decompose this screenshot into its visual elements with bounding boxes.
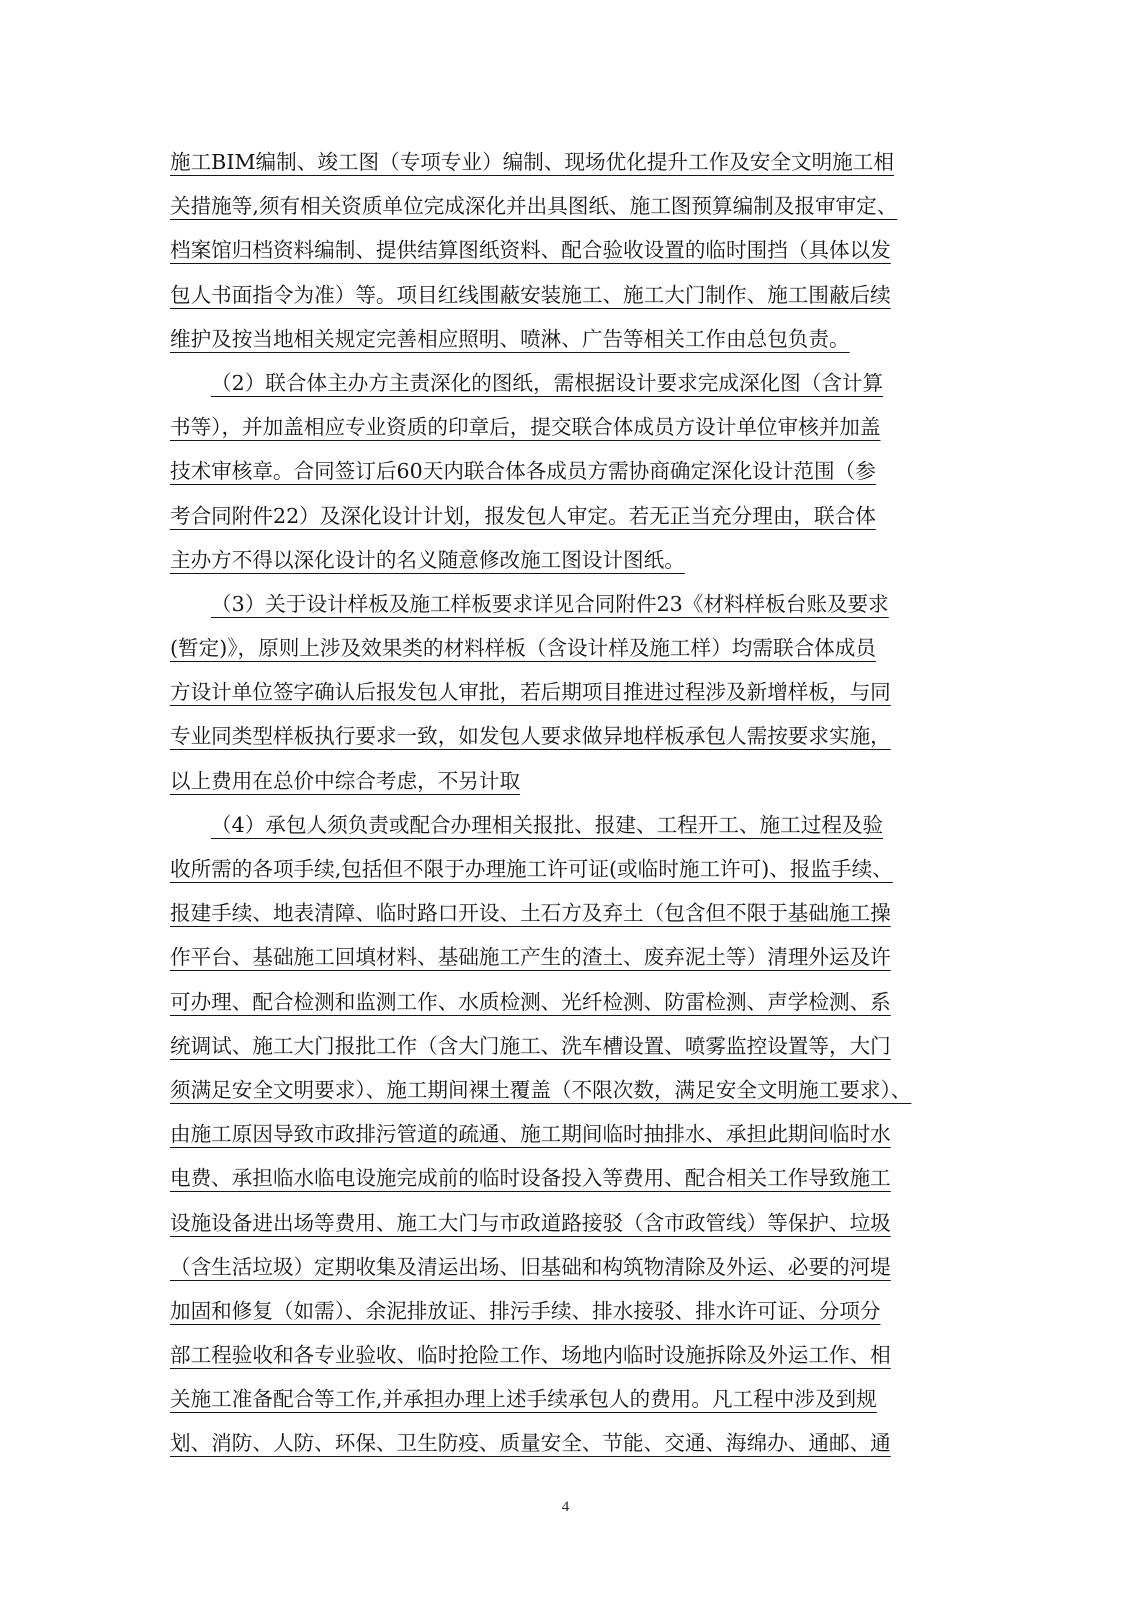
text-line-12: (暂定)》，原则上涉及效果类的材料样板（含设计样及施工样）均需联合体成员	[170, 636, 876, 661]
text-line-14: 专业同类型样板执行要求一致，如发包人要求做异地样板承包人需按要求实施，	[170, 724, 891, 749]
paragraph-3-line-1: （3）关于设计样板及施工样板要求详见合同附件23《材料样板台账及要求	[211, 591, 889, 616]
text-line-24: 电费、承担临水临电设施完成前的临时设备投入等费用、配合相关工作导致施工	[170, 1166, 891, 1191]
text-line-8: 技术审核章。合同签订后60天内联合体各成员方需协商确定深化设计范围（参	[170, 459, 876, 484]
paragraph-4-line-1: （4）承包人须负责或配合办理相关报批、报建、工程开工、施工过程及验	[211, 812, 884, 837]
text-line-30: 划、消防、人防、环保、卫生防疫、质量安全、节能、交通、海绵办、通邮、通	[170, 1431, 891, 1456]
page-number: 4	[561, 1499, 570, 1515]
text-line-17: 收所需的各项手续,包括但不限于办理施工许可证(或临时施工许可)、报监手续、	[170, 857, 893, 881]
text-line-15: 以上费用在总价中综合考虑，不另计取	[170, 768, 521, 793]
text-line-7: 书等），并加盖相应专业资质的印章后，提交联合体成员方设计单位审核并加盖	[170, 415, 881, 440]
text-line-19: 作平台、基础施工回填材料、基础施工产生的渣土、废弃泥土等）清理外运及许	[170, 945, 891, 970]
text-line-9: 考合同附件22）及深化设计计划，报发包人审定。若无正当充分理由，联合体	[170, 503, 876, 528]
text-line-18: 报建手续、地表清障、临时路口开设、土石方及弃土（包含但不限于基础施工操	[170, 901, 891, 926]
text-line-26: （含生活垃圾）定期收集及清运出场、旧基础和构筑物清除及外运、必要的河堤	[170, 1254, 891, 1279]
text-line-27: 加固和修复（如需）、余泥排放证、排污手续、排水接驳、排水许可证、分项分	[170, 1298, 881, 1323]
text-line-23: 由施工原因导致市政排污管道的疏通、施工期间临时抽排水、承担此期间临时水	[170, 1122, 891, 1147]
text-line-20: 可办理、配合检测和监测工作、水质检测、光纤检测、防雷检测、声学检测、系	[170, 989, 891, 1014]
text-line-2: 关措施等,须有相关资质单位完成深化并出具图纸、施工图预算编制及报审审定、	[170, 194, 898, 219]
text-line-3: 档案馆归档资料编制、提供结算图纸资料、配合验收设置的临时围挡（具体以发	[170, 238, 891, 263]
text-line-25: 设施设备进出场等费用、施工大门与市政道路接驳（含市政管线）等保护、垃圾	[170, 1210, 891, 1235]
text-line-21: 统调试、施工大门报批工作（含大门施工、洗车槽设置、喷雾监控设置等，大门	[170, 1033, 891, 1058]
text-line-10: 主办方不得以深化设计的名义随意修改施工图设计图纸。	[170, 547, 685, 572]
text-line-28: 部工程验收和各专业验收、临时抢险工作、场地内临时设施拆除及外运工作、相	[170, 1343, 891, 1368]
text-line-13: 方设计单位签字确认后报发包人审批，若后期项目推进过程涉及新增样板，与同	[170, 680, 891, 705]
paragraph-2-line-1: （2）联合体主办方主责深化的图纸，需根据设计要求完成深化图（含计算	[211, 370, 884, 395]
text-line-4: 包人书面指令为准）等。项目红线围蔽安装施工、施工大门制作、施工围蔽后续	[170, 282, 891, 307]
text-line-5: 维护及按当地相关规定完善相应照明、喷淋、广告等相关工作由总包负责。	[170, 326, 850, 351]
text-line-1: 施工BIM编制、竣工图（专项专业）编制、现场优化提升工作及安全文明施工相	[170, 150, 894, 174]
text-line-29: 关施工准备配合等工作,并承担办理上述手续承包人的费用。凡工程中涉及到规	[170, 1387, 877, 1412]
body-text	[170, 140, 960, 1466]
text-line-22: 须满足安全文明要求）、施工期间裸土覆盖（不限次数，满足安全文明施工要求）、	[170, 1077, 912, 1102]
